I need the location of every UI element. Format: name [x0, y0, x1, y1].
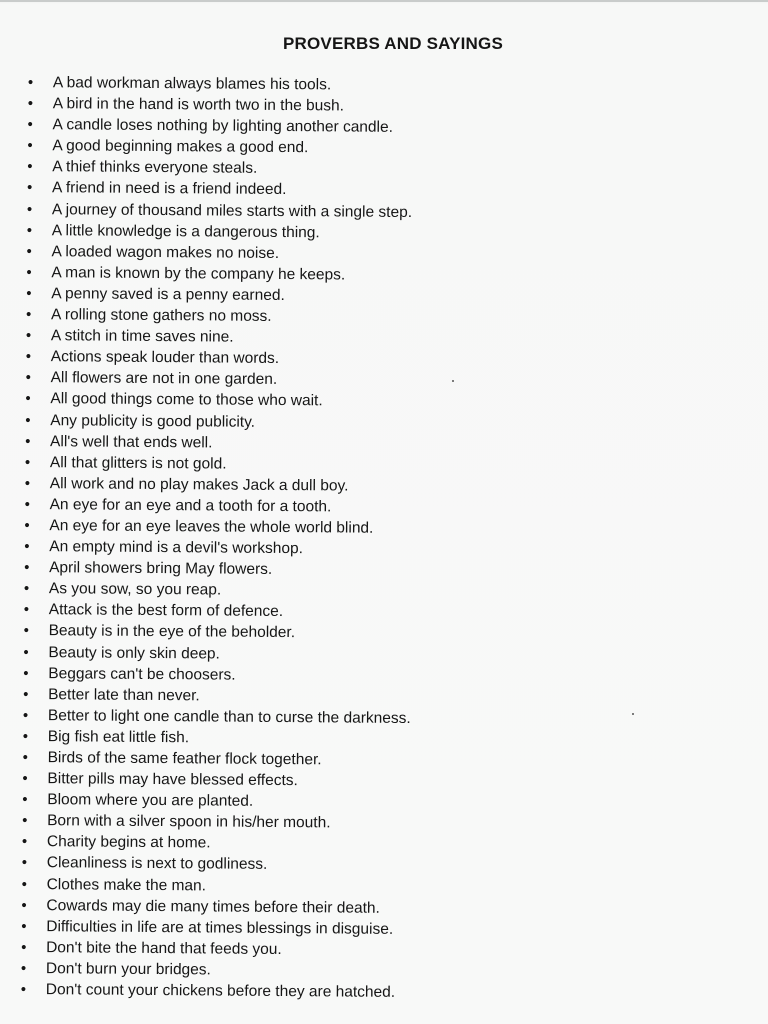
- page-edge: [0, 0, 768, 2]
- bullet-icon: •: [22, 770, 28, 788]
- bullet-icon: •: [25, 327, 32, 345]
- proverb-text: A stitch in time saves nine.: [50, 327, 234, 346]
- proverb-text: A bad workman always blames his tools.: [52, 74, 332, 94]
- proverb-text: Don't burn your bridges.: [45, 960, 211, 979]
- proverb-text: All work and no play makes Jack a dull boy.: [49, 474, 349, 495]
- bullet-icon: •: [23, 685, 29, 703]
- proverb-text: Actions speak louder than words.: [50, 348, 280, 368]
- proverb-text: Bloom where you are planted.: [47, 791, 254, 810]
- proverb-list: [20, 72, 413, 1001]
- proverb-text: A thief thinks everyone steals.: [52, 158, 258, 178]
- proverb-text: Beggars can't be choosers.: [48, 664, 236, 684]
- bullet-icon: •: [21, 938, 27, 956]
- proverb-text: Cowards may die many times before their death.: [46, 896, 380, 917]
- bullet-icon: •: [25, 369, 31, 387]
- bullet-icon: •: [26, 306, 32, 324]
- bullet-icon: •: [24, 495, 30, 513]
- bullet-icon: •: [21, 896, 27, 914]
- proverb-text: Charity begins at home.: [46, 833, 211, 852]
- bullet-icon: •: [23, 622, 29, 640]
- proverb-text: Difficulties in life are at times blessings in disguise.: [46, 917, 394, 938]
- bullet-icon: •: [26, 221, 33, 239]
- proverb-text: An eye for an eye and a tooth for a tooth.: [49, 496, 332, 516]
- proverb-text: A man is known by the company he keeps.: [51, 264, 346, 284]
- page-title: PROVERBS AND SAYINGS: [282, 34, 503, 53]
- bullet-icon: •: [20, 959, 27, 977]
- bullet-icon: •: [24, 538, 30, 556]
- proverb-text: All that glitters is not gold.: [49, 453, 227, 473]
- proverb-text: A penny saved is a penny earned.: [51, 285, 285, 304]
- proverb-text: Don't bite the hand that feeds you.: [46, 939, 282, 958]
- bullet-icon: •: [23, 580, 30, 598]
- bullet-icon: •: [26, 263, 32, 281]
- bullet-icon: •: [21, 854, 28, 872]
- proverb-text: A rolling stone gathers no moss.: [51, 306, 272, 325]
- proverb-text: Born with a silver spoon in his/her mouth.: [47, 812, 331, 832]
- proverb-text: A bird in the hand is worth two in the bush.: [52, 95, 345, 115]
- proverb-text: All flowers are not in one garden.: [50, 369, 278, 389]
- proverb-text: April showers bring May flowers.: [49, 559, 273, 579]
- proverb-text: Cleanliness is next to godliness.: [46, 854, 268, 874]
- bullet-icon: •: [22, 791, 28, 809]
- bullet-icon: •: [27, 116, 33, 134]
- proverb-text: Don't count your chickens before they are hatched.: [45, 981, 396, 1001]
- bullet-icon: •: [26, 242, 32, 260]
- bullet-icon: •: [25, 390, 31, 408]
- bullet-icon: •: [21, 875, 27, 893]
- bullet-icon: •: [27, 179, 33, 197]
- bullet-icon: •: [27, 73, 34, 92]
- proverb-text: A loaded wagon makes no noise.: [51, 242, 280, 262]
- proverb-text: Attack is the best form of defence.: [48, 601, 284, 621]
- bullet-icon: •: [23, 664, 29, 682]
- bullet-icon: •: [24, 474, 31, 492]
- proverb-text: All good things come to those who wait.: [50, 390, 323, 410]
- proverb-text: As you sow, so you reap.: [48, 580, 222, 599]
- proverb-text: A friend in need is a friend indeed.: [52, 179, 287, 199]
- proverb-text: Any publicity is good publicity.: [50, 411, 256, 431]
- bullet-icon: •: [22, 748, 28, 767]
- proverb-text: A good beginning makes a good end.: [52, 137, 309, 157]
- proverb-text: A candle loses nothing by lighting another candle.: [52, 116, 394, 137]
- proverb-text: Better to light one candle than to curse the darkness.: [47, 706, 411, 727]
- scan-speck: [452, 380, 454, 382]
- bullet-icon: •: [22, 727, 29, 745]
- bullet-icon: •: [26, 284, 32, 302]
- proverb-text: Beauty is only skin deep.: [48, 643, 220, 663]
- bullet-icon: •: [21, 833, 28, 851]
- bullet-icon: •: [21, 917, 27, 935]
- proverb-text: An eye for an eye leaves the whole world blind.: [49, 517, 374, 537]
- proverb-text: Bitter pills may have blessed effects.: [47, 770, 298, 790]
- bullet-icon: •: [24, 453, 31, 471]
- bullet-icon: •: [20, 981, 27, 999]
- scan-speck: [632, 713, 634, 715]
- proverb-text: A little knowledge is a dangerous thing.: [51, 221, 320, 241]
- proverb-text: An empty mind is a devil's workshop.: [49, 538, 303, 558]
- proverb-text: Beauty is in the eye of the beholder.: [48, 622, 296, 642]
- bullet-icon: •: [24, 559, 30, 577]
- bullet-icon: •: [27, 158, 33, 176]
- bullet-icon: •: [25, 348, 32, 366]
- bullet-icon: •: [23, 643, 29, 661]
- proverb-text: Better late than never.: [48, 685, 200, 705]
- bullet-icon: •: [25, 411, 31, 429]
- bullet-icon: •: [24, 516, 30, 534]
- proverb-text: Clothes make the man.: [46, 875, 207, 894]
- bullet-icon: •: [22, 812, 28, 830]
- bullet-icon: •: [23, 601, 30, 619]
- bullet-icon: •: [26, 200, 33, 218]
- proverb-text: A journey of thousand miles starts with a single step.: [51, 200, 413, 221]
- proverb-text: Big fish eat little fish.: [47, 728, 190, 747]
- proverb-text: All's well that ends well.: [50, 432, 213, 452]
- bullet-icon: •: [22, 706, 29, 724]
- proverb-text: Birds of the same feather flock together.: [47, 749, 322, 769]
- bullet-icon: •: [25, 432, 31, 450]
- bullet-icon: •: [27, 137, 33, 155]
- bullet-icon: •: [27, 95, 34, 113]
